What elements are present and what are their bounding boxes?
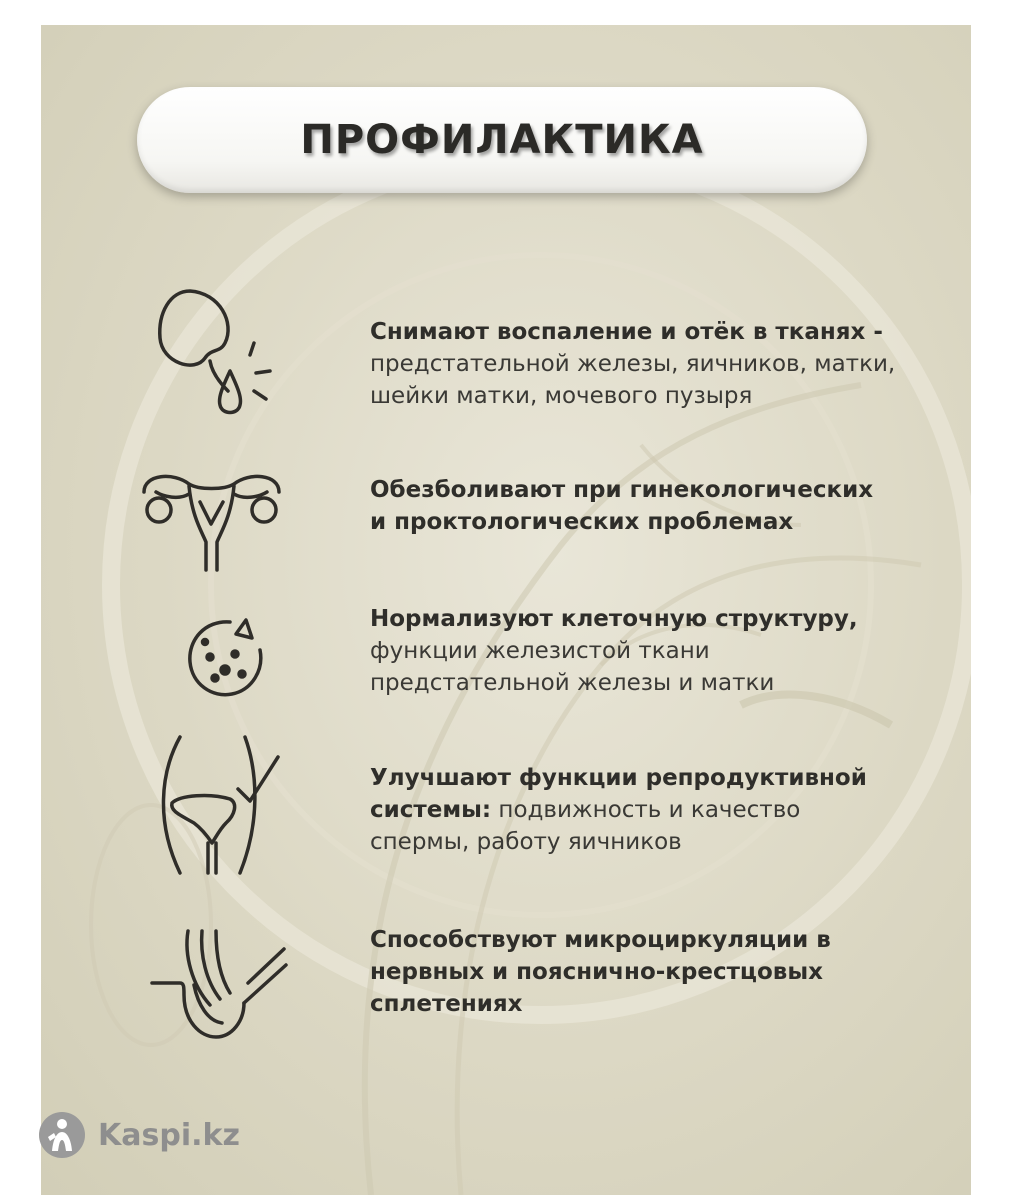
item-line: Способствуют микроциркуляции в bbox=[370, 927, 831, 953]
cell-structure-icon bbox=[180, 612, 270, 702]
item-line: и проктологических проблемах bbox=[370, 509, 794, 535]
item-line: Обезболивают при гинекологических bbox=[370, 477, 874, 503]
title-banner bbox=[137, 87, 867, 193]
kaspi-watermark bbox=[38, 1111, 240, 1159]
item-line: Нормализуют клеточную структуру, bbox=[370, 606, 858, 632]
item-line: спермы, работу яичников bbox=[370, 829, 682, 855]
list-item bbox=[370, 924, 940, 1020]
kaspi-watermark-text: Kaspi.kz bbox=[98, 1117, 240, 1153]
list-item bbox=[370, 474, 940, 538]
item-line: Снимают воспаление и отёк в тканях - bbox=[370, 319, 883, 345]
list-item bbox=[370, 603, 940, 699]
inflamed-organ-drop-icon bbox=[150, 283, 280, 423]
item-line: шейки матки, мочевого пузыря bbox=[370, 383, 753, 409]
item-line: предстательной железы, яичников, матки, bbox=[370, 351, 896, 377]
item-line: системы: подвижность и качество bbox=[370, 797, 801, 823]
uterus-icon bbox=[134, 462, 289, 572]
kaspi-logo-icon bbox=[38, 1111, 86, 1159]
item-line: Улучшают функции репродуктивной bbox=[370, 765, 867, 791]
pelvis-check-icon bbox=[150, 733, 285, 878]
list-item bbox=[370, 316, 940, 412]
item-line: предстательной железы и матки bbox=[370, 670, 775, 696]
page-title: ПРОФИЛАКТИКА bbox=[300, 117, 704, 163]
item-line: функции железистой ткани bbox=[370, 638, 710, 664]
item-line: нервных и пояснично-крестцовых bbox=[370, 959, 823, 985]
item-line: сплетениях bbox=[370, 991, 523, 1017]
list-item bbox=[370, 762, 940, 858]
nerve-plexus-icon bbox=[148, 925, 288, 1045]
